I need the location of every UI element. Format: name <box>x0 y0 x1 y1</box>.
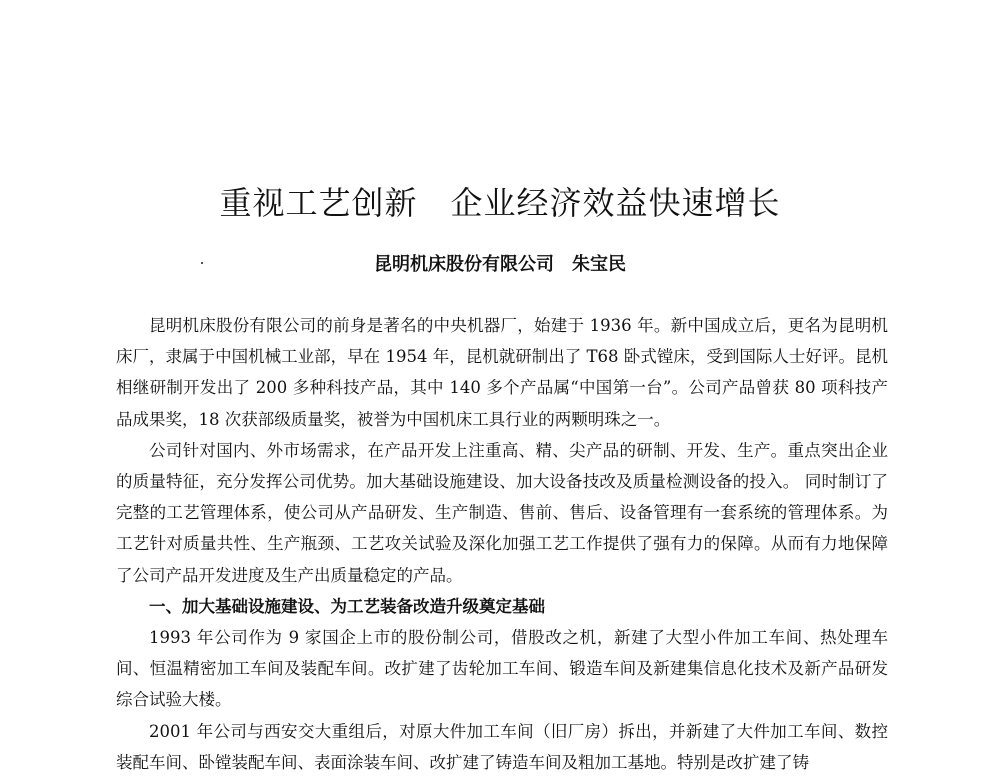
section-heading: 一、加大基础设施建设、为工艺装备改造升级奠定基础 <box>149 596 545 616</box>
body-paragraph: 2001 年公司与西安交大重组后，对原大件加工车间（旧厂房）拆出，并新建了大件加工车间、数控装配车间、卧镗装配车间、表面涂装车间、改扩建了铸造车间及粗加工基地。特别是改扩建了铸 <box>116 721 888 772</box>
article-byline: 昆明机床股份有限公司 朱宝民 <box>374 254 626 275</box>
article-body <box>116 310 888 778</box>
body-paragraph: 1993 年公司作为 9 家国企上市的股份制公司，借股改之机，新建了大型小件加工车间、热处理车间、恒温精密加工车间及装配车间。改扩建了齿轮加工车间、锻造车间及新建集信息化技术及新产品研发综合试验大楼。 <box>116 628 888 710</box>
body-paragraph: 昆明机床股份有限公司的前身是著名的中央机器厂，始建于 1936 年。新中国成立后，更名为昆明机床厂，隶属于中国机械工业部，早在 1954 年，昆机就研制出了 T68 卧式镗床，受到国际人士好评。昆机相继研制开发出了 200 多种科技产品，其中 140 多个产品属“中国第一台”。公司产品曾获 80 项科技产品成果奖，18 次获部级质量奖，被誉为中国机床工具行业的两颗明珠之一。 <box>116 316 888 429</box>
body-paragraph: 公司针对国内、外市场需求，在产品开发上注重高、精、尖产品的研制、开发、生产。重点突出企业的质量特征，充分发挥公司优势。加大基础设施建设、加大设备技改及质量检测设备的投入。 同时制订了完整的工艺管理体系，使公司从产品研发、生产制造、售前、售后、设备管理有一套系统的管理体系。为工艺针对质量共性、生产瓶颈、工艺攻关试验及深化加强工艺工作提供了强有力的保障。从而有力地保障了公司产品开发进度及生产出质量稳定的产品。 <box>116 440 888 585</box>
article-title: 重视工艺创新 企业经济效益快速增长 <box>219 184 781 222</box>
scan-speck <box>201 262 203 264</box>
